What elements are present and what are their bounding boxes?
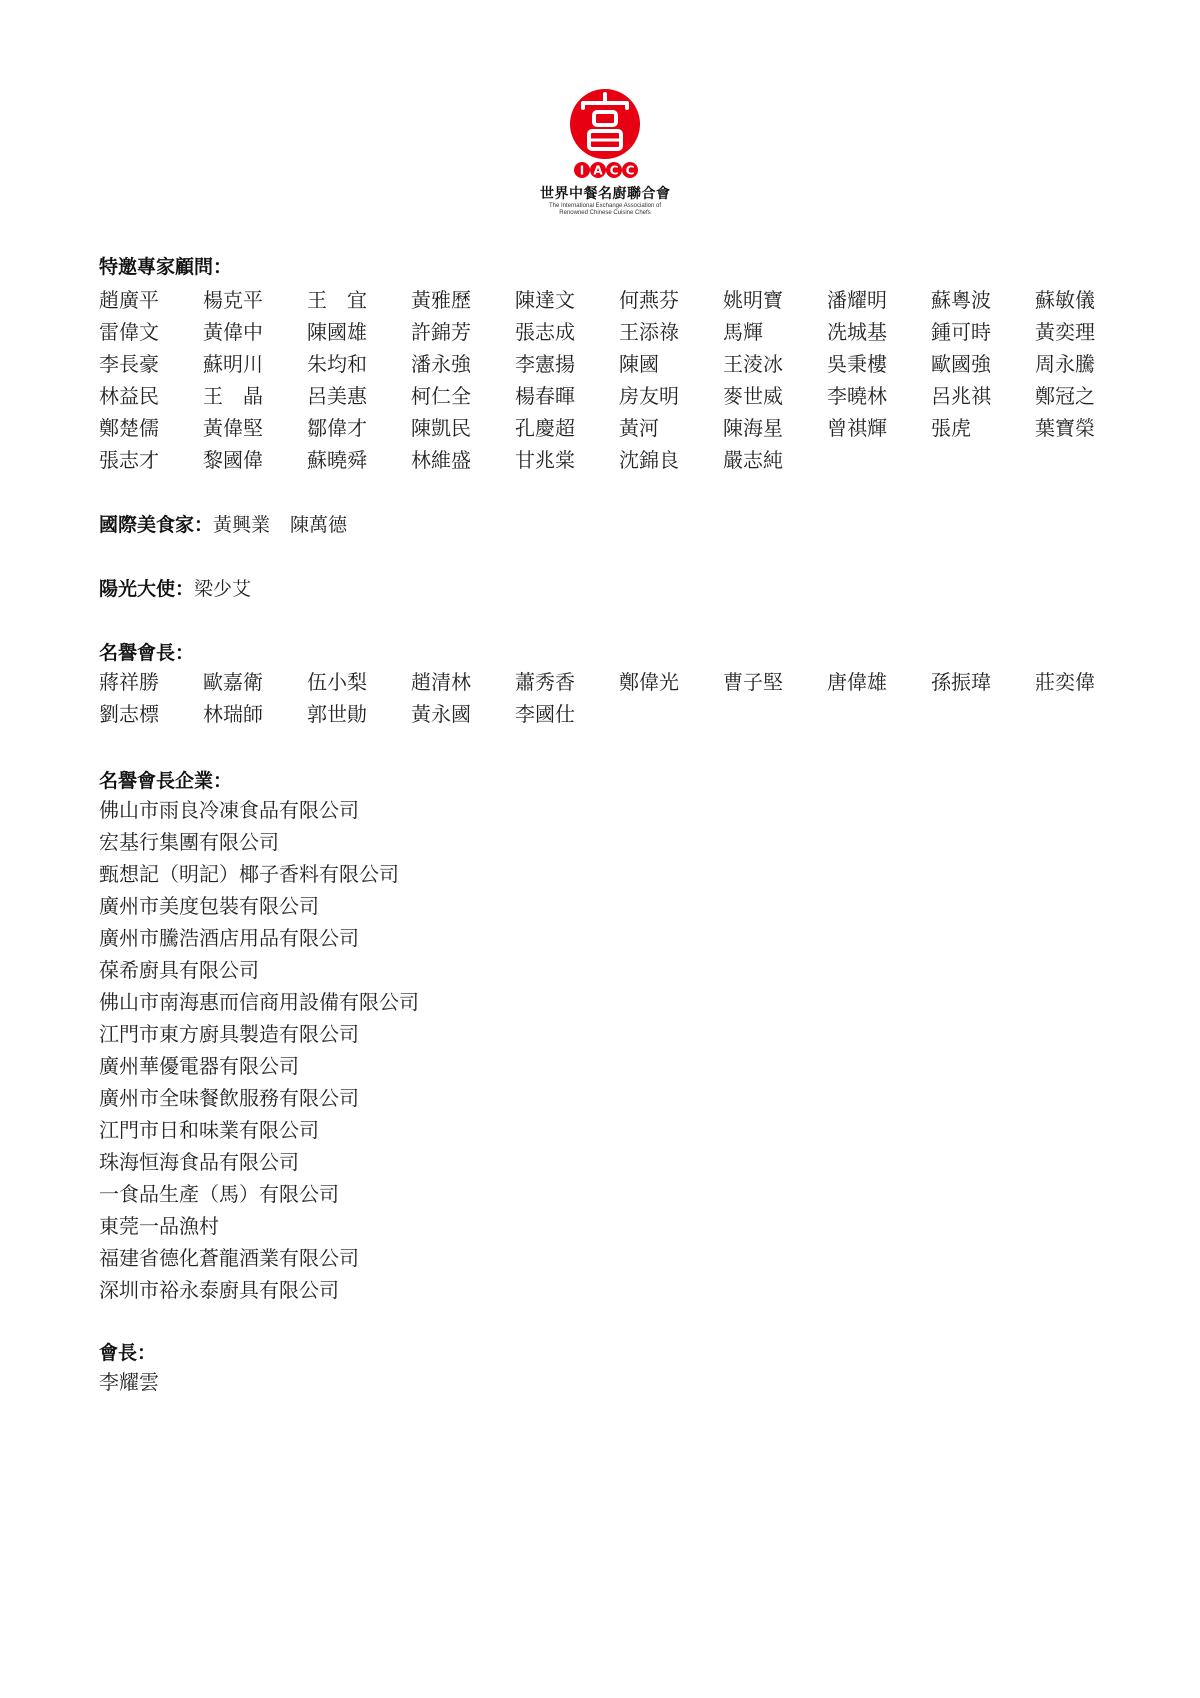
honorary-president-name: 林瑞師 [203, 702, 263, 726]
advisor-name: 呂兆祺 [931, 384, 991, 408]
honorary-company-item: 東莞一品漁村 [99, 1214, 219, 1238]
advisor-name: 葉寶榮 [1035, 416, 1095, 440]
advisor-name: 呂美惠 [307, 384, 367, 408]
advisor-name: 陳海星 [723, 416, 783, 440]
advisors-name-grid [99, 284, 1139, 476]
advisor-name: 張志成 [515, 320, 575, 344]
advisor-name: 許錦芳 [411, 320, 471, 344]
advisor-name: 鄒偉才 [307, 416, 367, 440]
honorary-companies-heading: 名譽會長企業： [99, 770, 233, 792]
advisor-name: 馬輝 [723, 320, 763, 344]
advisor-name: 姚明寶 [723, 288, 783, 312]
president-name: 李耀雲 [99, 1370, 159, 1394]
advisor-name: 歐國強 [931, 352, 991, 376]
advisor-name: 蘇曉舜 [307, 448, 367, 472]
advisor-name: 王添祿 [619, 320, 679, 344]
honorary-president-name: 李國仕 [515, 702, 575, 726]
honorary-company-item: 福建省德化蒼龍酒業有限公司 [99, 1246, 359, 1270]
advisor-name: 蘇敏儀 [1035, 288, 1095, 312]
honorary-company-item: 一食品生產（馬）有限公司 [99, 1182, 339, 1206]
advisor-name: 黃偉中 [203, 320, 263, 344]
advisor-name: 陳達文 [515, 288, 575, 312]
honorary-president-name: 曹子堅 [723, 670, 783, 694]
ambassador-section [99, 574, 251, 601]
advisor-name: 楊春暉 [515, 384, 575, 408]
honorary-company-item: 廣州市騰浩酒店用品有限公司 [99, 926, 359, 950]
advisor-name: 陳國雄 [307, 320, 367, 344]
advisor-name: 黃偉堅 [203, 416, 263, 440]
advisor-name: 林益民 [99, 384, 159, 408]
advisor-name: 柯仁全 [411, 384, 471, 408]
advisor-name: 鄭冠之 [1035, 384, 1095, 408]
advisor-name: 何燕芬 [619, 288, 679, 312]
honorary-president-name: 唐偉雄 [827, 670, 887, 694]
honorary-company-item: 甄想記（明記）椰子香料有限公司 [99, 862, 399, 886]
gourmet-heading: 國際美食家： [99, 514, 214, 536]
honorary-presidents-name-grid [99, 666, 1139, 730]
gourmet-name: 陳萬德 [290, 514, 348, 536]
honorary-company-item: 佛山市南海惠而信商用設備有限公司 [99, 990, 419, 1014]
honorary-company-item: 江門市日和味業有限公司 [99, 1118, 319, 1142]
gourmet-section [99, 510, 347, 537]
honorary-president-name: 伍小梨 [307, 670, 367, 694]
logo-subtitle-line2: Renowned Chinese Cuisine Chefs [559, 210, 651, 216]
advisor-name: 張志才 [99, 448, 159, 472]
honorary-president-name: 蔣祥勝 [99, 670, 159, 694]
advisor-name: 張虎 [931, 416, 971, 440]
honorary-president-name: 孫振瑋 [931, 670, 991, 694]
advisor-name: 周永騰 [1035, 352, 1095, 376]
president-heading: 會長： [99, 1342, 157, 1364]
ambassador-name: 梁少艾 [194, 578, 252, 600]
honorary-company-item: 珠海恒海食品有限公司 [99, 1150, 299, 1174]
honorary-president-name: 趙清林 [411, 670, 471, 694]
advisor-name: 李憲揚 [515, 352, 575, 376]
advisor-name: 蘇粵波 [931, 288, 991, 312]
iacc-emblem-icon [569, 86, 641, 182]
honorary-company-item: 廣州市美度包裝有限公司 [99, 894, 319, 918]
advisor-name: 李長豪 [99, 352, 159, 376]
logo-title: 世界中餐名廚聯合會 [540, 186, 671, 202]
logo-badge-a: A [593, 163, 603, 178]
advisor-name: 鍾可時 [931, 320, 991, 344]
logo-badge-i: I [579, 163, 585, 178]
honorary-company-item: 佛山市雨良冷凍食品有限公司 [99, 798, 359, 822]
advisor-name: 蘇明川 [203, 352, 263, 376]
advisor-name: 沈錦良 [619, 448, 679, 472]
honorary-president-name: 鄭偉光 [619, 670, 679, 694]
ambassador-heading: 陽光大使： [99, 578, 195, 600]
advisor-name: 黃河 [619, 416, 659, 440]
honorary-president-name: 黃永國 [411, 702, 471, 726]
advisor-name: 麥世威 [723, 384, 783, 408]
advisor-name: 楊克平 [203, 288, 263, 312]
honorary-president-name: 劉志標 [99, 702, 159, 726]
iacc-logo [540, 86, 670, 222]
advisor-name: 王 晶 [203, 384, 263, 408]
logo-subtitle-line1: The International Exchange Association of [548, 203, 662, 209]
honorary-company-item: 葆希廚具有限公司 [99, 958, 259, 982]
advisor-name: 林維盛 [411, 448, 471, 472]
logo-badge-c2: C [625, 163, 635, 178]
advisor-name: 潘耀明 [827, 288, 887, 312]
honorary-presidents-heading: 名譽會長： [99, 642, 195, 664]
advisors-heading: 特邀專家顧問： [99, 256, 233, 278]
logo-badge-c1: C [609, 163, 619, 178]
advisor-name: 黎國偉 [203, 448, 263, 472]
advisor-name: 趙廣平 [99, 288, 159, 312]
advisor-name: 房友明 [619, 384, 679, 408]
honorary-company-item: 廣州市全味餐飲服務有限公司 [99, 1086, 359, 1110]
advisor-name: 吳秉樓 [827, 352, 887, 376]
advisor-name: 陳國 [619, 352, 659, 376]
advisor-name: 王淩冰 [723, 352, 783, 376]
advisor-name: 朱均和 [307, 352, 367, 376]
advisor-name: 黃雅歷 [411, 288, 471, 312]
advisor-name: 鄭楚儒 [99, 416, 159, 440]
advisor-name: 孔慶超 [515, 416, 575, 440]
advisor-name: 甘兆棠 [515, 448, 575, 472]
honorary-president-name: 歐嘉衛 [203, 670, 263, 694]
honorary-company-item: 深圳市裕永泰廚具有限公司 [99, 1278, 339, 1302]
advisor-name: 潘永強 [411, 352, 471, 376]
advisor-name: 冼城基 [827, 320, 887, 344]
advisor-name: 嚴志純 [723, 448, 783, 472]
honorary-companies-list [99, 794, 419, 1306]
advisor-name: 王 宜 [307, 288, 367, 312]
advisor-name: 曾祺輝 [827, 416, 887, 440]
honorary-president-name: 莊奕偉 [1035, 670, 1095, 694]
honorary-company-item: 江門市東方廚具製造有限公司 [99, 1022, 359, 1046]
honorary-company-item: 宏基行集團有限公司 [99, 830, 279, 854]
president-block [99, 1366, 159, 1398]
honorary-company-item: 廣州華優電器有限公司 [99, 1054, 299, 1078]
advisor-name: 雷偉文 [99, 320, 159, 344]
honorary-president-name: 蕭秀香 [515, 670, 575, 694]
gourmet-name: 黃興業 [213, 514, 271, 536]
honorary-president-name: 郭世勛 [307, 702, 367, 726]
advisor-name: 陳凱民 [411, 416, 471, 440]
advisor-name: 黃奕理 [1035, 320, 1095, 344]
advisor-name: 李曉林 [827, 384, 887, 408]
